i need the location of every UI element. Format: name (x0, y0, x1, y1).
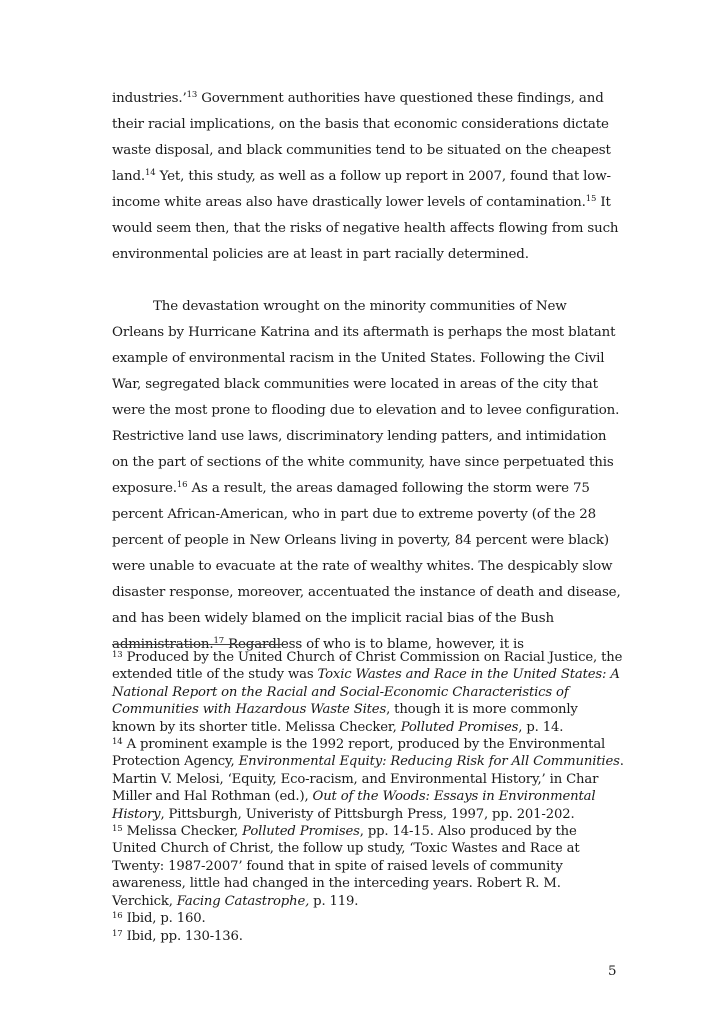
footnote-reference[interactable]: 15 (585, 194, 597, 204)
footnote-17 (112, 928, 624, 945)
footnote-number: 16 (112, 911, 123, 922)
footnote-number: 15 (112, 824, 123, 835)
footnote-14 (112, 736, 624, 823)
footnote-text: Ibid, p. 160. (122, 911, 206, 927)
paragraph (112, 86, 622, 268)
footnote-16 (112, 910, 624, 927)
footnote-reference[interactable]: 14 (144, 168, 156, 178)
footnote-title: Polluted Promises (242, 824, 360, 840)
footnote-title: Environmental Equity: Reducing Risk for All Communities (238, 754, 620, 770)
paragraph-text: industries.’ (112, 91, 187, 106)
paragraph-text: Regardless of who is to blame, however, it is (223, 637, 524, 652)
footnote-reference[interactable]: 17 (213, 636, 224, 646)
footnote-title: Out of the Woods: Essays in Environmental History (112, 789, 596, 822)
paragraph-text: Government authorities have questioned these findings, and their racial implications, on the basis that economic considerations dictate waste disposal, and black communities tend to be situated on the cheapest land. (112, 91, 611, 184)
paragraph (112, 294, 622, 658)
footnote-title: Toxic Wastes and Race in the United States: A National Report on the Racial and Social-Economic Characteristics of Communities with Hazardous Waste Sites (112, 667, 620, 718)
footnote-text: . Martin V. Melosi, ‘Equity, Eco-racism, and Environmental History,’ in Char Miller and Hal Rothman (ed.), (112, 754, 624, 805)
footnote-text: , Pittsburgh, Univeristy of Pittsburgh Press, 1997, pp. 201-202. (160, 806, 575, 822)
footnote-text: , though it is more commonly known by its shorter title. Melissa Checker, (112, 702, 578, 735)
footnote-title: Facing Catastrophe, (176, 893, 310, 909)
footnote-reference[interactable]: 16 (176, 480, 188, 490)
footnote-number: 13 (112, 650, 123, 660)
paragraph-text: Yet, this study, as well as a follow up report in 2007, found that low-income white areas also have drastically lower levels of contamination. (112, 169, 611, 210)
footnote-text: Produced by the United Church of Christ Commission on Racial Justice, the extended title of the study was (112, 650, 623, 683)
footnote-text: A prominent example is the 1992 report, produced by the Environmental Protection Agency, (112, 737, 606, 770)
footnote-number: 17 (112, 928, 123, 939)
paragraph-text: As a result, the areas damaged following the storm were 75 percent African-American, who in part due to extreme poverty (of the 28 percent of people in New Orleans living in poverty, 84 percent were black) were unable to evacuate at the rate of wealthy whites. The despicably slow disaster response, moreover, accentuated the instance of death and disease, and has been widely blamed on the implicit racial bias of the Bush administration. (112, 481, 621, 652)
footnote-text: Melissa Checker, (122, 824, 243, 840)
footnote-15 (112, 823, 624, 910)
footnote-reference[interactable]: 13 (186, 90, 198, 100)
footnote-text: Ibid, pp. 130-136. (122, 928, 243, 944)
footnote-text: , p. 14. (518, 719, 564, 735)
footnote-text: p. 119. (309, 893, 359, 909)
footnotes (112, 649, 624, 945)
footnote-text: , pp. 14-15. Also produced by the United Church of Christ, the follow up study, ‘Toxic Wastes and Race at Twenty: 1987-2007’ found that in spite of raised levels of community awareness, little had changed in the interceding years. Robert R. M. Verchick, (112, 824, 580, 909)
paragraph-text: It would seem then, that the risks of negative health affects flowing from such environmental policies are at least in part racially determined. (112, 195, 619, 262)
body-text (112, 86, 622, 658)
footnote-13 (112, 649, 624, 736)
footnote-title: Polluted Promises (400, 719, 519, 735)
footnote-separator (112, 644, 286, 645)
page-number: 5 (608, 964, 617, 979)
footnote-number: 14 (112, 737, 123, 748)
paragraph-text: The devastation wrought on the minority communities of New Orleans by Hurricane Katrina and its aftermath is perhaps the most blatant example of environmental racism in the United States. Following the Civil War, segregated black communities were located in areas of the city that were the most prone to flooding due to elevation and to levee configuration. Restrictive land use laws, discriminatory lending patters, and intimidation on the part of sections of the white community, have since perpetuated this exposure. (112, 299, 620, 496)
